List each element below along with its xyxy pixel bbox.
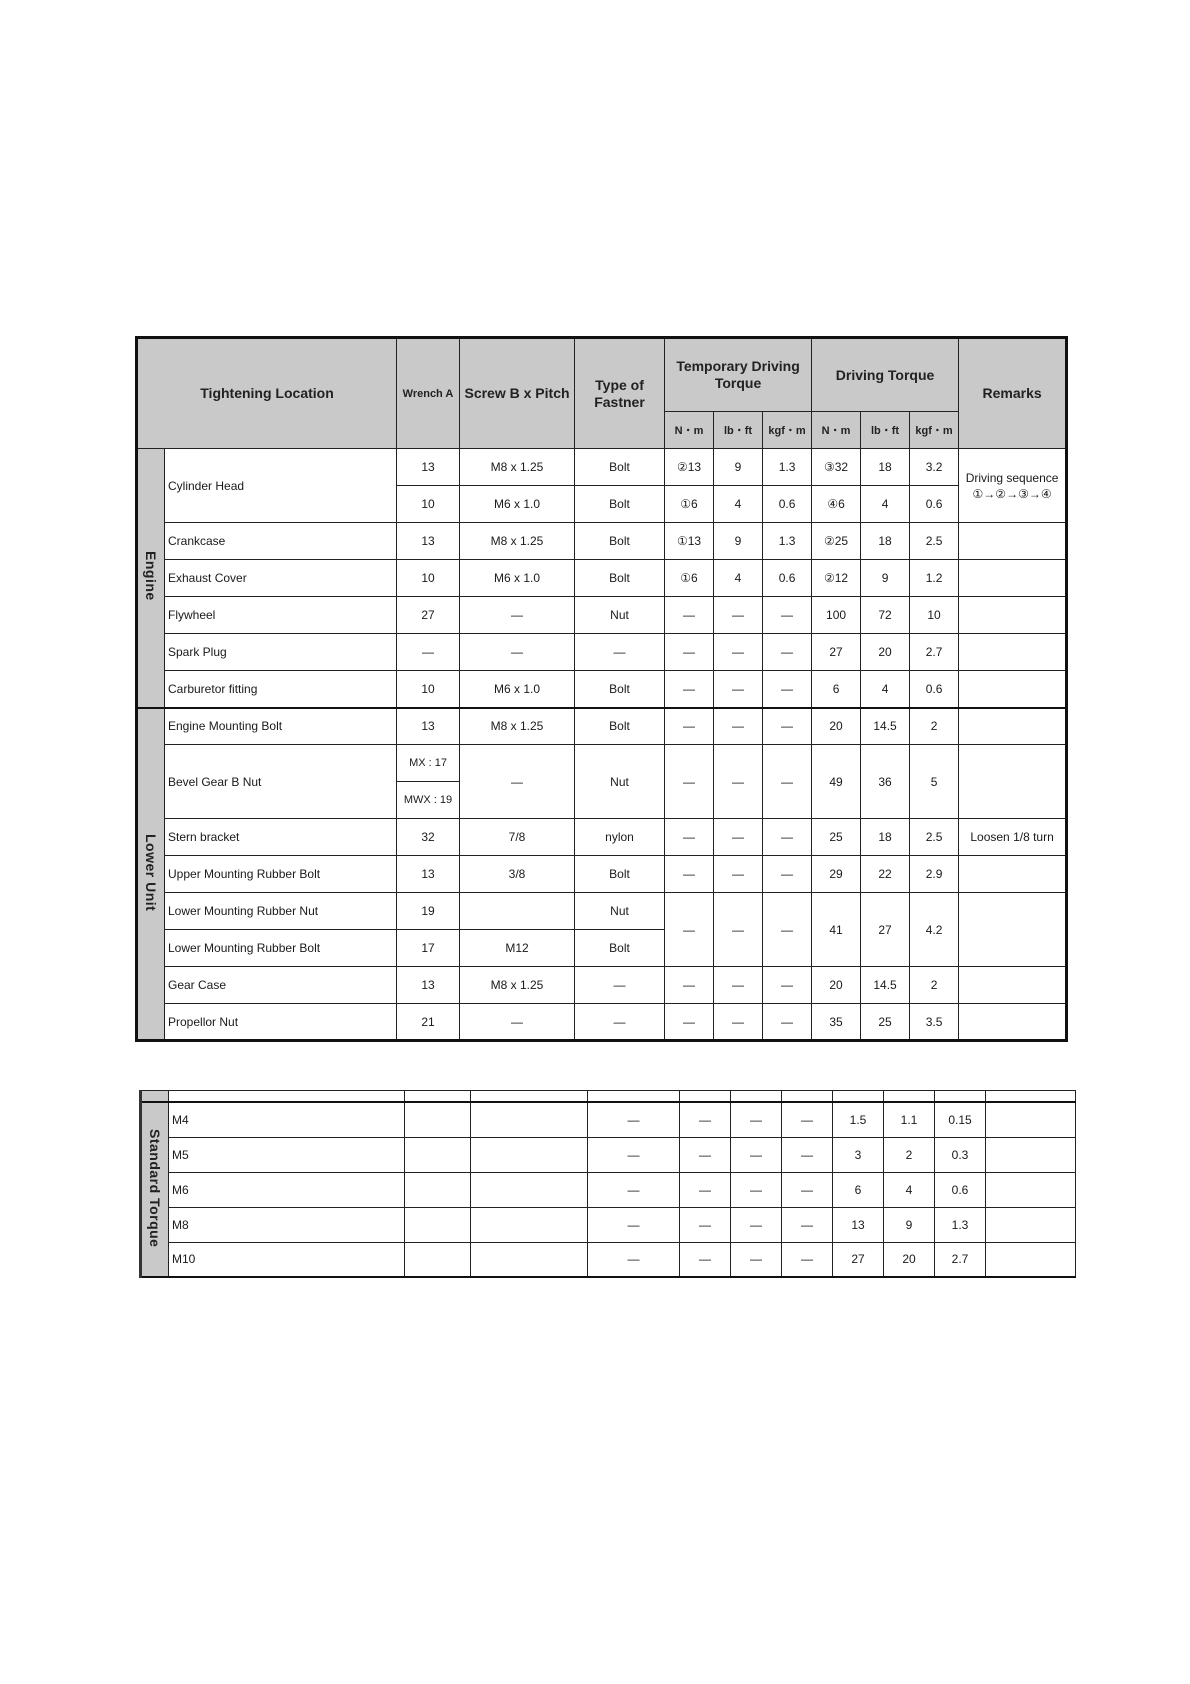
cell: 13 — [833, 1207, 884, 1242]
remark-cell: Loosen 1/8 turn — [959, 819, 1067, 856]
remark-cell — [959, 523, 1067, 560]
cell — [986, 1207, 1076, 1242]
location-cell: Carburetor fitting — [165, 671, 397, 708]
cell: 2.7 — [935, 1242, 986, 1277]
cell: M12 — [460, 930, 575, 967]
section-engine: Engine — [137, 449, 165, 708]
cell: 29 — [812, 856, 861, 893]
section-standard-torque: Standard Torque — [141, 1102, 169, 1277]
cell — [471, 1207, 588, 1242]
cell: Nut — [575, 893, 665, 930]
cell: 18 — [861, 819, 910, 856]
cell: 1.1 — [884, 1102, 935, 1137]
location-cell: Spark Plug — [165, 634, 397, 671]
cell — [471, 1137, 588, 1172]
cell: 20 — [812, 708, 861, 745]
header-temp-torque: Temporary Driving Torque — [665, 338, 812, 412]
cell: Bolt — [575, 523, 665, 560]
cell: 4 — [714, 486, 763, 523]
cell — [986, 1137, 1076, 1172]
remark-cell — [959, 856, 1067, 893]
cell: 49 — [812, 745, 861, 819]
cell: — — [588, 1207, 680, 1242]
remark-cell — [959, 671, 1067, 708]
cell: M6 x 1.0 — [460, 486, 575, 523]
cell: — — [680, 1102, 731, 1137]
cell: — — [763, 893, 812, 967]
remark-cell — [959, 893, 1067, 967]
cell: 27 — [812, 634, 861, 671]
location-cell: M8 — [169, 1207, 405, 1242]
cell: 10 — [397, 486, 460, 523]
cell: — — [575, 634, 665, 671]
header-driving-torque: Driving Torque — [812, 338, 959, 412]
cell: ②25 — [812, 523, 861, 560]
location-cell: M4 — [169, 1102, 405, 1137]
cell: 1.3 — [935, 1207, 986, 1242]
table-row — [137, 560, 1067, 597]
table-row — [137, 856, 1067, 893]
cell: 2 — [910, 967, 959, 1004]
cell: 4 — [714, 560, 763, 597]
unit-lbft: lb・ft — [714, 412, 763, 449]
cell: 9 — [714, 523, 763, 560]
unit-lbft: lb・ft — [861, 412, 910, 449]
cell: — — [460, 1004, 575, 1041]
cell: 1.2 — [910, 560, 959, 597]
cell: 27 — [833, 1242, 884, 1277]
remark-line: Driving sequence — [965, 470, 1059, 485]
cell: — — [782, 1242, 833, 1277]
table-row — [137, 449, 1067, 486]
location-cell: M10 — [169, 1242, 405, 1277]
cell: — — [460, 634, 575, 671]
cell: — — [763, 856, 812, 893]
cell — [460, 893, 575, 930]
table-row — [137, 745, 1067, 782]
cell: 17 — [397, 930, 460, 967]
location-cell: Lower Mounting Rubber Bolt — [165, 930, 397, 967]
cell: 9 — [884, 1207, 935, 1242]
cell: — — [731, 1172, 782, 1207]
cell: — — [763, 819, 812, 856]
cell: 2.7 — [910, 634, 959, 671]
table-row — [137, 893, 1067, 930]
table-row — [141, 1137, 1076, 1172]
cell: Bolt — [575, 486, 665, 523]
cell: 2 — [910, 708, 959, 745]
location-cell: Propellor Nut — [165, 1004, 397, 1041]
cell: 1.3 — [763, 449, 812, 486]
cell: ②13 — [665, 449, 714, 486]
cell: Bolt — [575, 671, 665, 708]
cell: — — [714, 893, 763, 967]
cell — [986, 1102, 1076, 1137]
cell: 4 — [884, 1172, 935, 1207]
cell: — — [397, 634, 460, 671]
location-cell: Crankcase — [165, 523, 397, 560]
header-fastener-type: Type of Fastner — [575, 338, 665, 449]
cell: ①6 — [665, 560, 714, 597]
cell: — — [763, 597, 812, 634]
cell — [471, 1102, 588, 1137]
remark-cell — [959, 1004, 1067, 1041]
cell: 0.6 — [763, 486, 812, 523]
cell: 6 — [833, 1172, 884, 1207]
cell: — — [714, 745, 763, 819]
cell: 2.9 — [910, 856, 959, 893]
table-row — [137, 708, 1067, 745]
cell: — — [714, 967, 763, 1004]
cell: 100 — [812, 597, 861, 634]
cell: — — [714, 819, 763, 856]
header-location: Tightening Location — [137, 338, 397, 449]
cell: — — [763, 671, 812, 708]
remark-cell — [959, 708, 1067, 745]
cell: M8 x 1.25 — [460, 967, 575, 1004]
cell — [986, 1242, 1076, 1277]
location-cell: Flywheel — [165, 597, 397, 634]
cell: — — [680, 1242, 731, 1277]
table-row — [137, 819, 1067, 856]
cell: M8 x 1.25 — [460, 708, 575, 745]
cell: 13 — [397, 449, 460, 486]
cell: 4 — [861, 671, 910, 708]
cell: M8 x 1.25 — [460, 523, 575, 560]
table-row — [137, 1004, 1067, 1041]
cell: 10 — [397, 560, 460, 597]
cell: — — [714, 597, 763, 634]
section-lower-unit: Lower Unit — [137, 708, 165, 1041]
cell: — — [665, 856, 714, 893]
cell: Nut — [575, 745, 665, 819]
cell: 0.6 — [935, 1172, 986, 1207]
unit-nm: N・m — [812, 412, 861, 449]
cell: — — [665, 819, 714, 856]
location-cell: Exhaust Cover — [165, 560, 397, 597]
cell: 0.6 — [910, 671, 959, 708]
location-cell: Gear Case — [165, 967, 397, 1004]
cell: 1.3 — [763, 523, 812, 560]
cell: 2.5 — [910, 819, 959, 856]
location-cell: Bevel Gear B Nut — [165, 745, 397, 819]
cell: 3.5 — [910, 1004, 959, 1041]
cell: 3/8 — [460, 856, 575, 893]
cell: 36 — [861, 745, 910, 819]
cell: Bolt — [575, 708, 665, 745]
remark-cell — [959, 597, 1067, 634]
cell: — — [782, 1102, 833, 1137]
cell: ②12 — [812, 560, 861, 597]
cell: 13 — [397, 523, 460, 560]
cell: 6 — [812, 671, 861, 708]
wrench-mx: MX : 17 — [397, 745, 460, 782]
cell: 72 — [861, 597, 910, 634]
cell: — — [731, 1207, 782, 1242]
table-row — [141, 1207, 1076, 1242]
cell: 3.2 — [910, 449, 959, 486]
table-row — [141, 1172, 1076, 1207]
cell: ④6 — [812, 486, 861, 523]
cell: Nut — [575, 597, 665, 634]
cell: — — [763, 634, 812, 671]
cell: nylon — [575, 819, 665, 856]
cell — [405, 1137, 471, 1172]
cell: 18 — [861, 449, 910, 486]
cell: 22 — [861, 856, 910, 893]
cell: — — [782, 1137, 833, 1172]
cell: 25 — [812, 819, 861, 856]
cell: 13 — [397, 708, 460, 745]
cell: — — [782, 1172, 833, 1207]
cell: 9 — [714, 449, 763, 486]
cell: 10 — [397, 671, 460, 708]
remark-driving-sequence — [959, 449, 1067, 523]
cell: — — [782, 1207, 833, 1242]
cell: 0.6 — [763, 560, 812, 597]
cell: Bolt — [575, 560, 665, 597]
cell: — — [763, 967, 812, 1004]
cell: — — [588, 1172, 680, 1207]
cell: 2.5 — [910, 523, 959, 560]
cell: 2 — [884, 1137, 935, 1172]
cell: — — [680, 1207, 731, 1242]
cell: — — [665, 671, 714, 708]
cell: — — [714, 856, 763, 893]
cell: 1.5 — [833, 1102, 884, 1137]
cell: Bolt — [575, 449, 665, 486]
cell — [471, 1242, 588, 1277]
cell: 0.15 — [935, 1102, 986, 1137]
standard-torque-table — [139, 1090, 1076, 1278]
cell: 20 — [812, 967, 861, 1004]
cell: 18 — [861, 523, 910, 560]
cell: — — [588, 1102, 680, 1137]
header-remarks: Remarks — [959, 338, 1067, 449]
cell: — — [575, 1004, 665, 1041]
table-row-stub — [141, 1091, 1076, 1103]
cell: — — [763, 708, 812, 745]
table-row — [137, 523, 1067, 560]
table-row — [137, 634, 1067, 671]
cell — [405, 1102, 471, 1137]
cell — [405, 1242, 471, 1277]
cell: 21 — [397, 1004, 460, 1041]
location-cell: M5 — [169, 1137, 405, 1172]
cell: — — [665, 634, 714, 671]
wrench-mwx: MWX : 19 — [397, 782, 460, 819]
cell: 10 — [910, 597, 959, 634]
cell: — — [714, 1004, 763, 1041]
remark-cell — [959, 634, 1067, 671]
cell: 27 — [861, 893, 910, 967]
cell: 3 — [833, 1137, 884, 1172]
cell: Bolt — [575, 856, 665, 893]
cell: — — [731, 1242, 782, 1277]
cell: 27 — [397, 597, 460, 634]
cell: — — [460, 597, 575, 634]
cell: — — [588, 1137, 680, 1172]
remark-cell — [959, 967, 1067, 1004]
cell: ③32 — [812, 449, 861, 486]
cell: 35 — [812, 1004, 861, 1041]
cell: — — [714, 671, 763, 708]
cell: — — [460, 745, 575, 819]
table-row — [141, 1102, 1076, 1137]
cell: 9 — [861, 560, 910, 597]
remark-cell — [959, 745, 1067, 819]
cell: 13 — [397, 967, 460, 1004]
torque-spec-table — [135, 336, 1068, 1042]
cell: — — [665, 597, 714, 634]
cell: — — [731, 1137, 782, 1172]
cell: 20 — [861, 634, 910, 671]
cell: — — [665, 967, 714, 1004]
cell: M6 x 1.0 — [460, 560, 575, 597]
cell: — — [763, 1004, 812, 1041]
cell — [986, 1172, 1076, 1207]
table-row — [137, 597, 1067, 634]
cell — [405, 1172, 471, 1207]
cell: 14.5 — [861, 708, 910, 745]
header-wrench: Wrench A — [397, 338, 460, 449]
header-screw: Screw B x Pitch — [460, 338, 575, 449]
unit-kgfm: kgf・m — [763, 412, 812, 449]
cell: 4 — [861, 486, 910, 523]
unit-kgfm: kgf・m — [910, 412, 959, 449]
location-cell: Engine Mounting Bolt — [165, 708, 397, 745]
location-cell: Lower Mounting Rubber Nut — [165, 893, 397, 930]
cell: — — [763, 745, 812, 819]
cell: ①6 — [665, 486, 714, 523]
location-cell: Cylinder Head — [165, 449, 397, 523]
cell: — — [665, 745, 714, 819]
cell: 0.6 — [910, 486, 959, 523]
cell: — — [665, 893, 714, 967]
cell: — — [665, 708, 714, 745]
cell: 19 — [397, 893, 460, 930]
cell: M8 x 1.25 — [460, 449, 575, 486]
remark-line: ①→②→③→④ — [972, 486, 1052, 501]
table-row — [141, 1242, 1076, 1277]
cell: 13 — [397, 856, 460, 893]
cell: ①13 — [665, 523, 714, 560]
table-row — [137, 671, 1067, 708]
cell — [471, 1172, 588, 1207]
cell: M6 x 1.0 — [460, 671, 575, 708]
location-cell: M6 — [169, 1172, 405, 1207]
cell: — — [588, 1242, 680, 1277]
cell: 0.3 — [935, 1137, 986, 1172]
cell: — — [680, 1137, 731, 1172]
cell: — — [680, 1172, 731, 1207]
cell: 25 — [861, 1004, 910, 1041]
remark-cell — [959, 560, 1067, 597]
cell: 32 — [397, 819, 460, 856]
cell: — — [714, 708, 763, 745]
cell: 14.5 — [861, 967, 910, 1004]
cell: Bolt — [575, 930, 665, 967]
unit-nm: N・m — [665, 412, 714, 449]
cell: 20 — [884, 1242, 935, 1277]
table-row — [137, 967, 1067, 1004]
cell: — — [665, 1004, 714, 1041]
location-cell: Upper Mounting Rubber Bolt — [165, 856, 397, 893]
cell: — — [575, 967, 665, 1004]
cell: 7/8 — [460, 819, 575, 856]
cell — [405, 1207, 471, 1242]
location-cell: Stern bracket — [165, 819, 397, 856]
cell: 4.2 — [910, 893, 959, 967]
cell: — — [714, 634, 763, 671]
cell: — — [731, 1102, 782, 1137]
cell: 5 — [910, 745, 959, 819]
cell: 41 — [812, 893, 861, 967]
